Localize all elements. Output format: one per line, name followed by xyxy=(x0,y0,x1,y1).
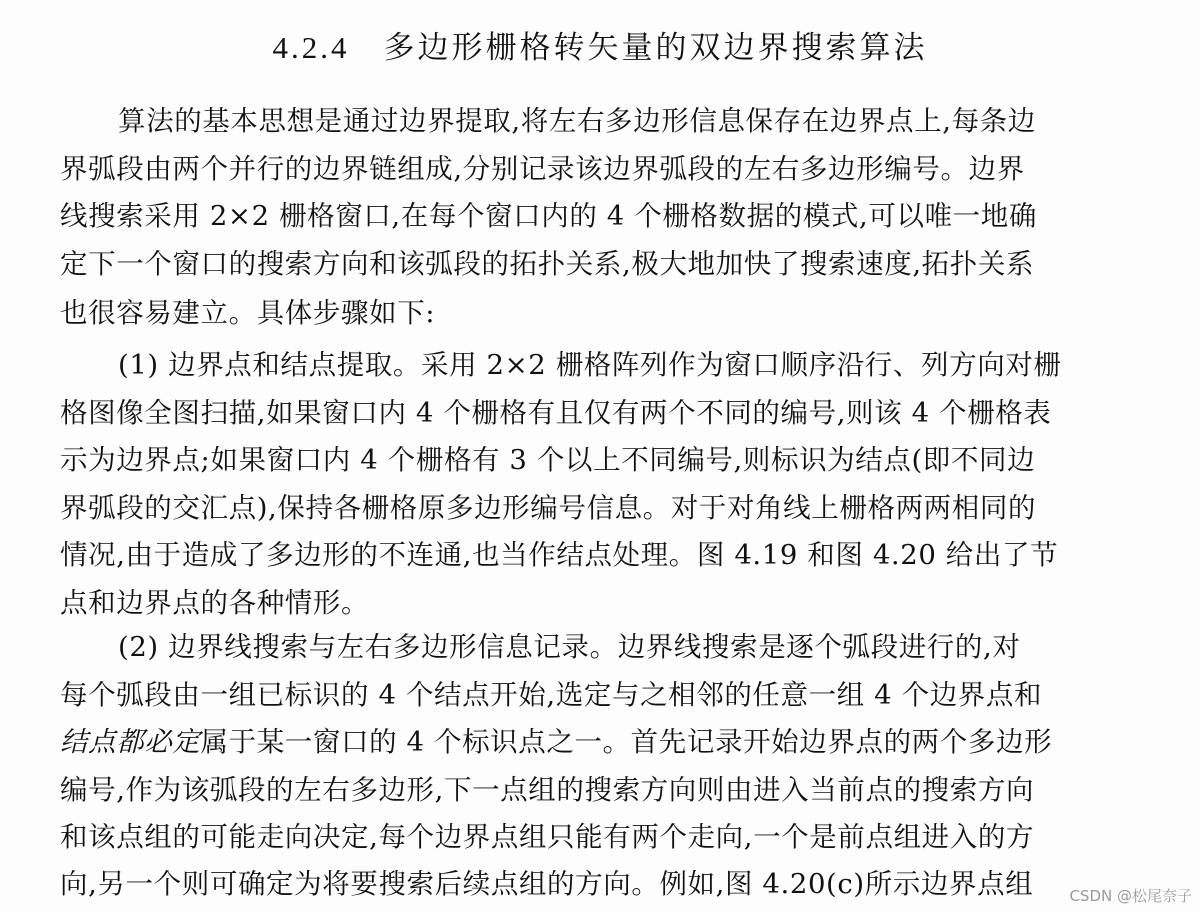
section-title-text: 多边形栅格转矢量的双边界搜索算法 xyxy=(383,30,928,66)
paragraph-1-line-5: 也很容易建立。具体步骤如下: xyxy=(60,297,436,329)
paragraph-3-line-1: (2) 边界线搜索与左右多边形信息记录。边界线搜索是逐个弧段进行的,对 xyxy=(118,631,1021,663)
paragraph-1-line-2: 界弧段由两个并行的边界链组成,分别记录该边界弧段的左右多边形编号。边界 xyxy=(60,153,1025,185)
paragraph-3-line-2: 每个弧段由一组已标识的 4 个结点开始,选定与之相邻的任意一组 4 个边界点和 xyxy=(60,679,1043,711)
paragraph-1-line-1: 算法的基本思想是通过边界提取,将左右多边形信息保存在边界点上,每条边 xyxy=(118,105,1036,137)
paragraph-2-line-1: (1) 边界点和结点提取。采用 2×2 栅格阵列作为窗口顺序沿行、列方向对栅 xyxy=(118,349,1062,381)
paragraph-2-line-3: 示为边界点;如果窗口内 4 个栅格有 3 个以上不同编号,则标识为结点(即不同边 xyxy=(60,444,1036,476)
paragraph-1-line-4: 定下一个窗口的搜索方向和该弧段的拓扑关系,极大地加快了搜索速度,拓扑关系 xyxy=(60,248,1035,280)
paragraph-3-line-6: 向,另一个则可确定为将要搜索后续点组的方向。例如,图 4.20(c)所示边界点组 xyxy=(60,868,1034,900)
italic-phrase: 结点都必定 xyxy=(60,726,201,758)
paragraph-3-line-4: 编号,作为该弧段的左右多边形,下一点组的搜索方向则由进入当前点的搜索方向 xyxy=(60,774,1035,806)
watermark: CSDN @松尾奈子 xyxy=(1069,887,1192,905)
section-number: 4.2.4 xyxy=(272,30,350,65)
paragraph-3-line-3 xyxy=(60,723,1150,761)
section-heading xyxy=(0,22,1200,67)
paragraph-3-line-5: 和该点组的可能走向决定,每个边界点组只能有两个走向,一个是前点组进入的方 xyxy=(60,821,1035,853)
paragraph-2-line-2: 格图像全图扫描,如果窗口内 4 个栅格有且仅有两个不同的编号,则该 4 个栅格表 xyxy=(60,397,1052,429)
paragraph-2-line-4: 界弧段的交汇点),保持各栅格原多边形编号信息。对于对角线上栅格两两相同的 xyxy=(60,492,1037,524)
paragraph-2-line-5: 情况,由于造成了多边形的不连通,也当作结点处理。图 4.19 和图 4.20 给出了节 xyxy=(60,539,1059,571)
paragraph-2-line-6: 点和边界点的各种情形。 xyxy=(60,587,370,619)
paragraph-1-line-3: 线搜索采用 2×2 栅格窗口,在每个窗口内的 4 个栅格数据的模式,可以唯一地确 xyxy=(60,200,1037,232)
line-remainder: 属于某一窗口的 4 个标识点之一。首先记录开始边界点的两个多边形 xyxy=(200,726,1053,758)
